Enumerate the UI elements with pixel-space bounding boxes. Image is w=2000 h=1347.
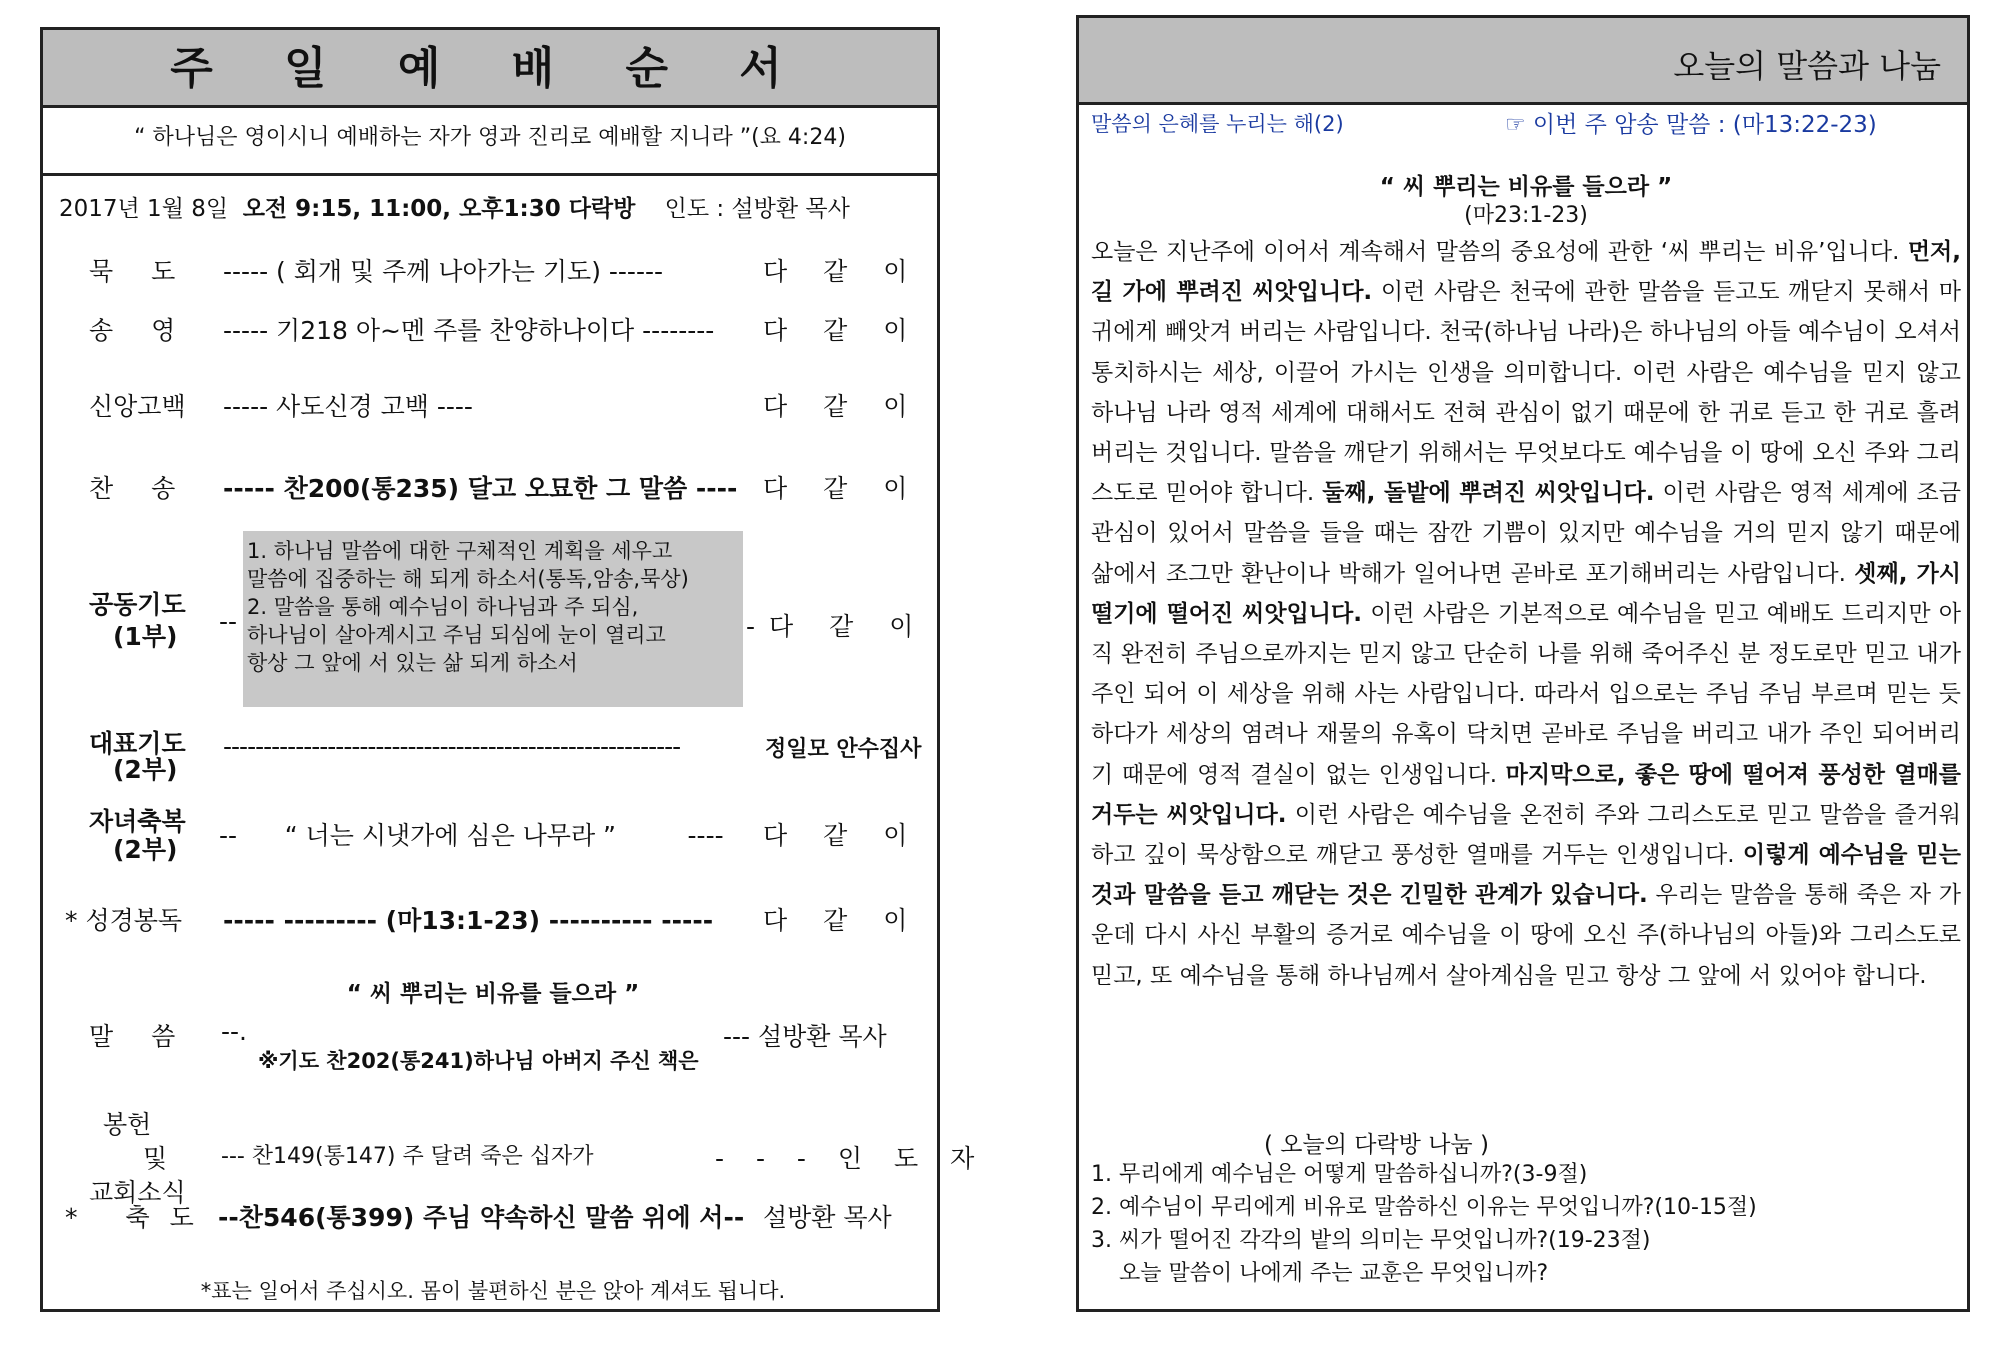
sermon-text: 이런 사람은 영적 세계에 조금 관심이 있어서 말씀을 들을 때는 잠깐 기쁨이 있지만 예수님을 거의 믿지 않기 때문에 삶에서 조그만 환난이나 박해가 일어나면 곧바로 포기해버리는 사람입니다. [1091, 480, 1961, 587]
order-who: 설방환 목사 [763, 1203, 892, 1232]
order-who: 다 같 이 [763, 392, 922, 421]
order-label: 찬송 [89, 474, 214, 503]
year-theme: 말씀의 은혜를 누리는 해(2) [1091, 112, 1344, 136]
prayer-line: 2. 말씀을 통해 예수님이 하나님과 주 되심, [247, 595, 639, 619]
order-label: 공동기도 [89, 590, 186, 619]
sermon-point: 마지막으로, 좋은 땅에 떨어져 풍성한 열매를 거두는 씨앗입니다. [1091, 761, 1962, 828]
order-label: 봉헌 [103, 1110, 152, 1139]
memory-verse: ☞ 이번 주 암송 말씀 : (마13:22-23) [1505, 112, 1877, 138]
worship-order-panel [40, 27, 987, 1312]
order-text: -- “ 너는 시냇가에 심은 나무라 ” ---- [219, 821, 724, 850]
sermon-body [1091, 232, 1961, 996]
order-who: 다 같 이 [763, 257, 922, 286]
order-text: ----- 기218 아~멘 주를 찬양하나이다 -------- [223, 316, 715, 345]
sermon-point: 둘째, 돌밭에 뿌려진 씨앗입니다. [1322, 480, 1655, 507]
order-label-3: 교회소식 [89, 1178, 186, 1207]
order-sublabel: (2부) [113, 835, 178, 864]
prayer-line: 하나님이 살아계시고 주님 되심에 눈이 열리고 [247, 623, 666, 647]
order-label: * 성경봉독 [65, 906, 183, 935]
order-who: --- 설방환 목사 [723, 1022, 887, 1051]
order-sublabel: (1부) [113, 622, 178, 651]
discussion-questions [1091, 1158, 1757, 1290]
sermon-point: 셋째, 가시떨기에 떨어진 씨앗입니다. [1091, 560, 1961, 627]
order-text: ----- --------- (마13:1-23) ---------- ----- [223, 906, 714, 935]
prayer-line: 1. 하나님 말씀에 대한 구체적인 계획을 세우고 [247, 539, 673, 563]
service-dateline [59, 190, 850, 223]
sermon-text: 오늘은 지난주에 이어서 계속해서 말씀의 중요성에 관한 ‘씨 뿌리는 비유’입니다. [1091, 239, 1908, 265]
sermon-panel [1076, 15, 1970, 1312]
prayer-line: 항상 그 앞에 서 있는 삶 되게 하소서 [247, 651, 578, 675]
sermon-hymn: ※기도 찬202(통241)하나님 아버지 주신 책은 [258, 1049, 699, 1073]
common-prayer-box [243, 531, 743, 707]
order-label: 말씀 [89, 1022, 214, 1051]
order-who: 다 같 이 [763, 474, 922, 503]
sermon-text: 이런 사람은 예수님을 온전히 주와 그리스도로 믿고 말씀을 즐거워하고 깊이 묵상함으로 깨닫고 풍성한 열매를 거두는 인생입니다. [1091, 801, 1962, 869]
sermon-text: 우리는 말씀을 통해 죽은 자 가운데 다시 사신 부활의 증거로 예수님을 이 땅에 오신 주(하나님의 아들)와 그리스도로 믿고, 또 예수님을 통해 하나님께서 살아계심을 믿고 항상 그 앞에 서 있어야 합니다. [1091, 882, 1961, 989]
prayer-line: 말씀에 집중하는 해 되게 하소서(통독,암송,묵상) [247, 567, 689, 591]
order-label: 대표기도 [89, 729, 186, 758]
service-leader: 인도 : 설방환 목사 [664, 196, 850, 222]
sermon-point: 먼저, 길 가에 뿌려진 씨앗입니다. [1091, 239, 1961, 306]
question-item: 3. 씨가 떨어진 각각의 밭의 의미는 무엇입니까?(19-23절) [1091, 1228, 1651, 1253]
order-who: 다 같 이 [763, 906, 922, 935]
order-label: 신앙고백 [89, 392, 186, 421]
question-item: 오늘 말씀이 나에게 주는 교훈은 무엇입니까? [1091, 1261, 1549, 1286]
order-who: -다 같 이 [746, 612, 928, 641]
order-who: 다 같 이 [763, 821, 922, 850]
sermon-text: 이런 사람은 천국에 관한 말씀을 듣고도 깨닫지 못해서 마귀에게 빼앗겨 버리는 사람입니다. 천국(하나님 나라)은 하나님의 아들 예수님이 오셔서 통치하시는 세상, 이끌어 가시는 인생을 의미합니다. 이런 사람은 예수님을 믿지 않고 하나님 나라 영적 세계에 대해서도 전혀 관심이 없기 때문에 한 귀로 듣고 한 귀로 흘려버리는 것입니다. 말씀을 깨닫기 위해서는 무엇보다도 예수님을 이 땅에 오신 주와 그리스도로 믿어야 합니다. [1091, 279, 1961, 507]
order-label: 묵도 [89, 257, 214, 286]
order-text: --찬546(통399) 주님 약속하신 말씀 위에 서-- [218, 1203, 745, 1232]
order-label: 자녀축복 [89, 807, 186, 836]
order-text: --- 찬149(통147) 주 달려 죽은 십자가 [221, 1144, 594, 1169]
order-label: * 축도 [65, 1203, 214, 1232]
order-who: 정일모 안수집사 [765, 737, 922, 762]
order-who: - - - 인 도 자 [715, 1144, 987, 1173]
standing-note: *표는 일어서 주십시오. 몸이 불편하신 분은 앉아 계셔도 됩니다. [200, 1279, 786, 1303]
service-times: 오전 9:15, 11:00, 오후1:30 다락방 [242, 196, 636, 222]
sermon-panel-title: 오늘의 말씀과 나눔 [1079, 18, 1967, 105]
order-text: --------------------------------------------------------- [223, 732, 681, 761]
order-who: 다 같 이 [763, 316, 922, 345]
order-text: ----- 찬200(통235) 달고 오묘한 그 말씀 ---- [223, 474, 738, 503]
question-item: 1. 무리에게 예수님은 어떻게 말씀하십니까?(3-9절) [1091, 1162, 1588, 1187]
order-text: -- [219, 607, 238, 636]
sermon-paragraph [1091, 232, 1961, 996]
order-text: ----- ( 회개 및 주께 나아가는 기도) ------ [223, 257, 664, 286]
order-text: --. [221, 1017, 247, 1046]
discussion-title: ( 오늘의 다락방 나눔 ) [1264, 1132, 1489, 1158]
order-text: ----- 사도신경 고백 ---- [223, 392, 473, 421]
order-sublabel: (2부) [113, 755, 178, 784]
order-label-2: 및 [143, 1144, 168, 1173]
service-date: 2017년 1월 8일 [59, 196, 229, 222]
sermon-title: “ 씨 뿌리는 비유를 들으라 ” [1379, 174, 1673, 200]
worship-order-title: 주 일 예 배 순 서 [43, 30, 937, 108]
question-item: 2. 예수님이 무리에게 비유로 말씀하신 이유는 무엇입니까?(10-15절) [1091, 1195, 1757, 1220]
sermon-text: 이런 사람은 기본적으로 예수님을 믿고 예배도 드리지만 아직 완전히 주님으로까지는 믿지 않고 단순히 나를 위해 죽어주신 분 정도로만 믿고 내가 주인 되어 이 세상을 위해 사는 사람입니다. 따라서 입으로는 주님 주님 부르며 믿는 듯 하다가 세상의 염려나 재물의 유혹이 닥치면 곧바로 주님을 버리고 내가 주인 되어버리기 때문에 영적 결실이 없는 인생입니다. [1091, 600, 1961, 788]
sermon-reference: (마23:1-23) [1464, 203, 1588, 228]
sermon-title: “ 씨 뿌리는 비유를 들으라 ” [346, 981, 640, 1007]
sermon-point: 이렇게 예수님을 믿는 것과 말씀을 듣고 깨닫는 것은 긴밀한 관계가 있습니다. [1091, 842, 1961, 909]
theme-verse: “ 하나님은 영이시니 예배하는 자가 영과 진리로 예배할 지니라 ”(요 4:24) [43, 108, 937, 176]
order-label: 송영 [89, 316, 214, 345]
